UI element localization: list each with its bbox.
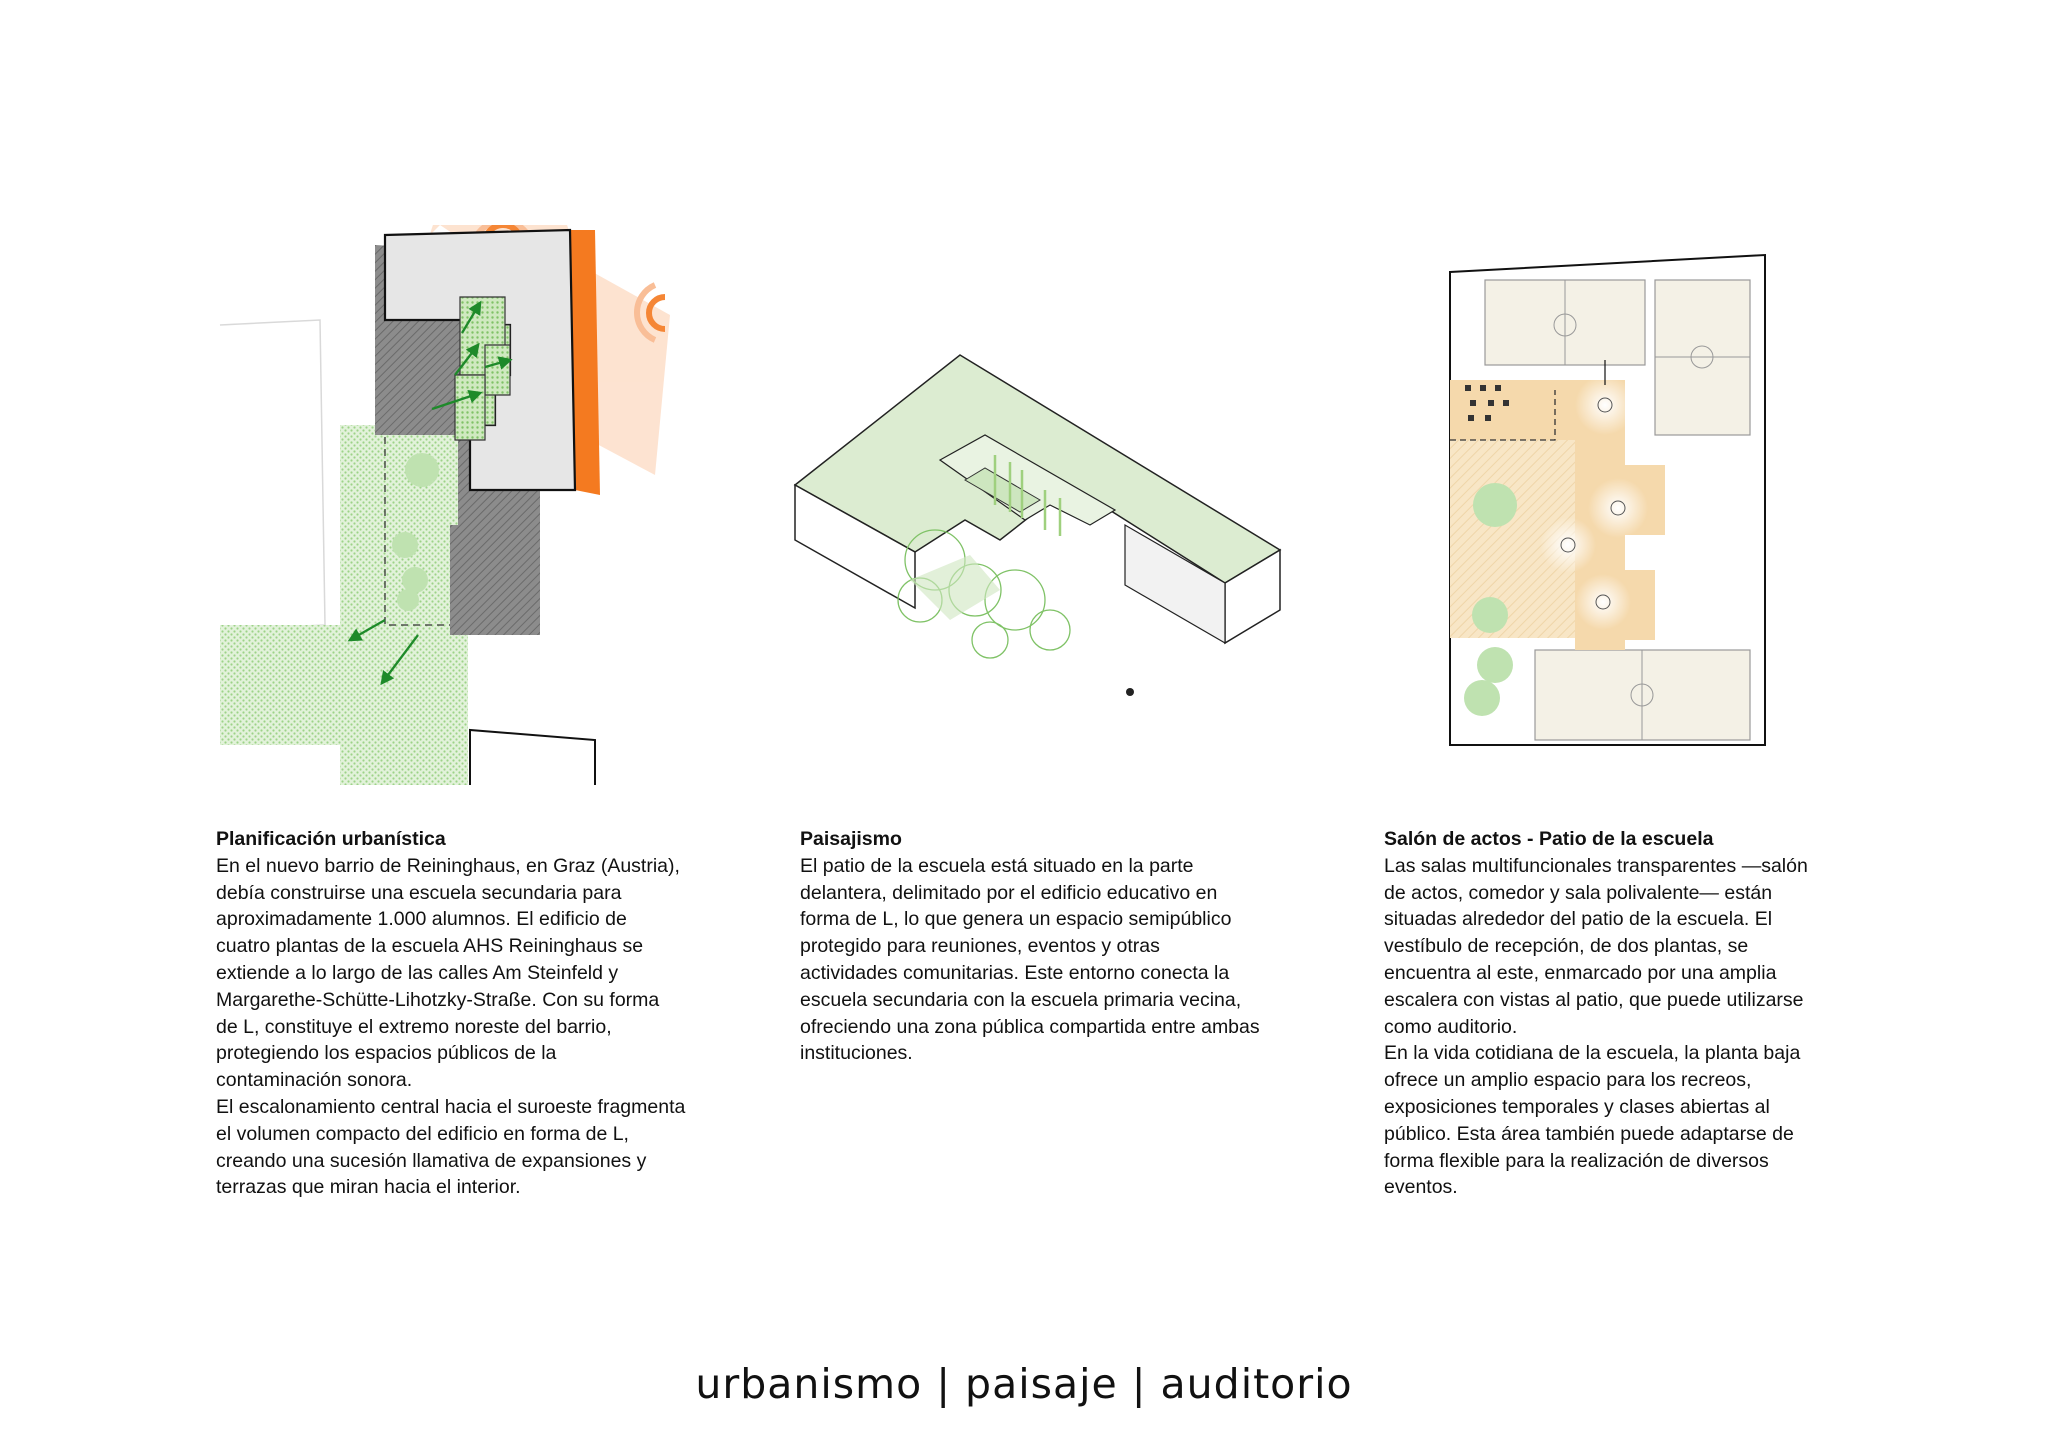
paragraph-auditorio-1: Las salas multifuncionales transparentes —salón de actos, comedor y sala polivalente— están situadas alrededor del patio de la escuela. El vestíbulo de recepción, de dos plantas, se encuentra al este, enmarcado por una amplia escalera con vistas al patio, que puede utilizarse como auditorio. (1384, 854, 1808, 1038)
auditorium-plan (1440, 250, 1770, 750)
text-block-auditorio (1384, 826, 1834, 1201)
landscape-axonometric (760, 340, 1320, 720)
neighbour-building (470, 730, 595, 785)
heading-auditorio: Salón de actos - Patio de la escuela (1384, 828, 1714, 850)
paragraph-urbanismo-2: El escalonamiento central hacia el suroeste fragmenta el volumen compacto del edificio en forma de L, creando una sucesión llamativa de expansiones y terrazas que miran hacia el interior. (216, 1095, 686, 1199)
heading-paisaje: Paisajismo (800, 828, 902, 850)
text-block-urbanismo (216, 826, 686, 1201)
neighbour-outline (220, 320, 325, 630)
paragraph-paisaje-1: El patio de la escuela está situado en la parte delantera, delimitado por el edificio educativo en forma de L, lo que genera un espacio semipúblico protegido para reuniones, eventos y otras actividades comunitarias. Este entorno conecta la escuela secundaria con la escuela primaria vecina, ofreciendo una zona pública compartida entre ambas instituciones. (800, 854, 1260, 1065)
urban-plan-diagram (200, 225, 680, 785)
heading-urbanismo: Planificación urbanística (216, 828, 446, 850)
footer-title: urbanismo | paisaje | auditorio (695, 1360, 1353, 1408)
text-block-paisaje (800, 826, 1260, 1067)
paragraph-auditorio-2: En la vida cotidiana de la escuela, la planta baja ofrece un amplio espacio para los recreos, exposiciones temporales y clases abiertas al público. Esta área también puede adaptarse de forma flexible para la realización de diversos eventos. (1384, 1042, 1801, 1199)
paragraph-urbanismo-1: En el nuevo barrio de Reininghaus, en Graz (Austria), debía construirse una escuela secundaria para aproximadamente 1.000 alumnos. El edificio de cuatro plantas de la escuela AHS Reininghaus se extiende a lo largo de las calles Am Steinfeld y Margarethe-Schütte-Lihotzky-Straße. Con su forma de L, constituye el extremo noreste del barrio, protegiendo los espacios públicos de la contaminación sonora. (216, 854, 680, 1092)
